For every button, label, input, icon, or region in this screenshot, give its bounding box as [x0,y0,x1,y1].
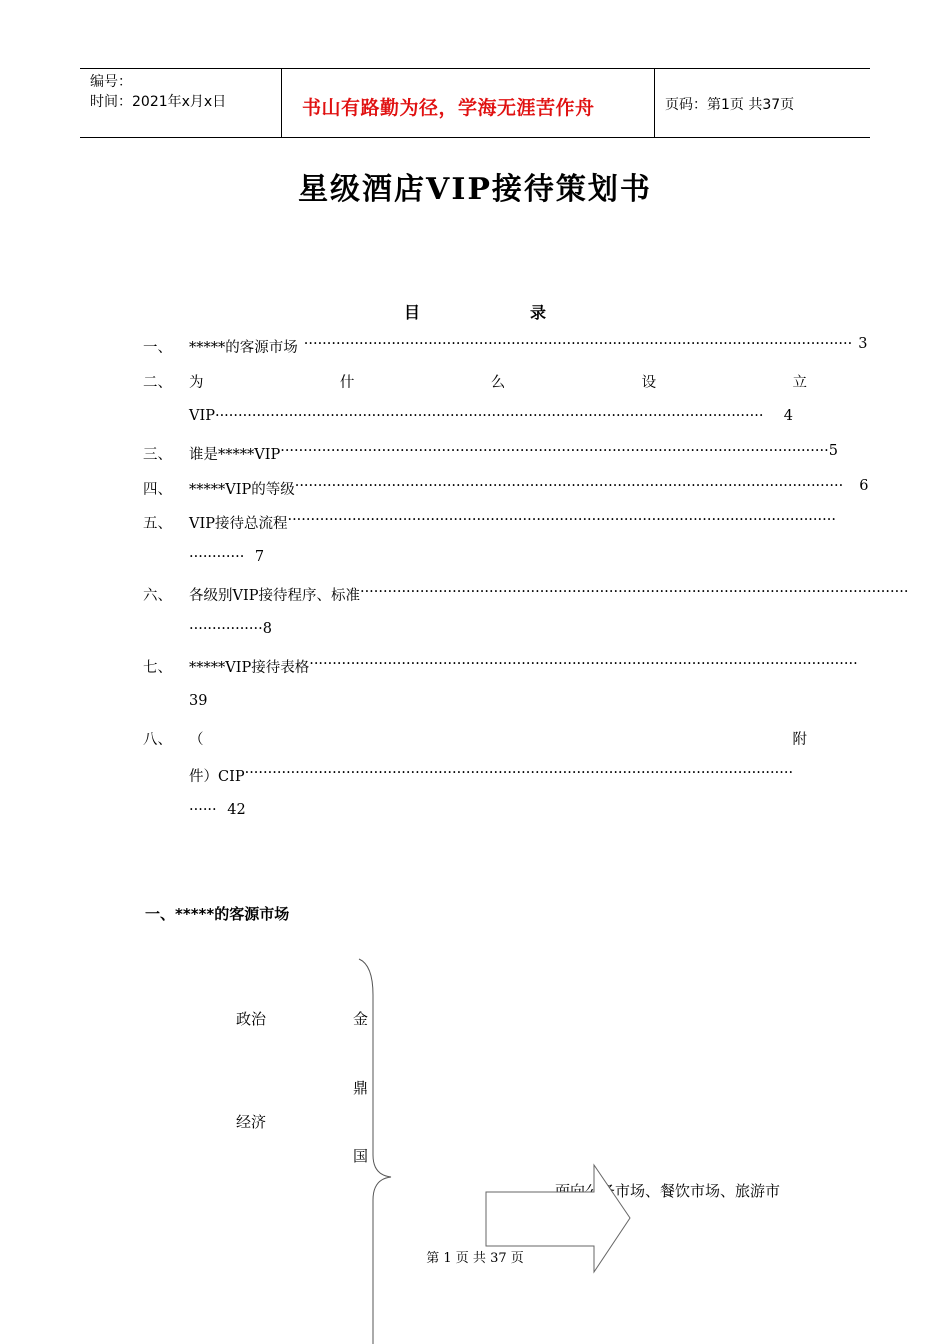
toc-leader-dots: ············ [189,549,245,565]
market-politics: 政治 [236,1010,267,1028]
page-header-table [80,68,870,138]
toc-heading-left: 目 [404,303,421,322]
toc-item-2-part: 设 [641,375,657,391]
toc-num-2: 二、 [143,375,172,391]
toc-item-2-page: 4 [783,408,793,424]
toc-item-3-page: 5 [828,443,838,459]
market-description: 面向公务市场、餐饮市场、旅游市 [555,1182,781,1200]
vertical-char: 金 [353,1010,369,1028]
toc-item-8-page: 42 [227,802,246,818]
number-label: 编号： [90,74,132,90]
toc-item-2-cont-text: VIP [189,408,215,424]
toc-item-8-part: 附 [792,732,807,748]
toc-item-8[interactable] [189,728,807,749]
footer-mid: 页 共 [455,1251,486,1266]
header-middle-cell [282,69,655,137]
toc-leader-dots: ······ [189,802,217,818]
time-label: 时间：2021年x月x日 [90,94,227,110]
toc-item-5-text: VIP接待总流程 [189,516,288,532]
vertical-char: 鼎 [353,1079,369,1097]
toc-num-3: 三、 [143,447,172,463]
toc-item-7-page: 39 [189,693,208,709]
toc-num-7: 七、 [143,660,172,676]
toc-leader-dots: ······················································································································· [214,408,764,424]
footer-post: 页 [510,1251,524,1266]
footer-total: 37 [490,1251,507,1266]
toc-item-3-text: 谁是*****VIP [189,447,281,463]
toc-num-4: 四、 [143,482,172,498]
toc-item-1-page: 3 [858,336,868,352]
toc-item-2-part: 什 [339,375,355,391]
toc-item-5-page: 7 [254,549,265,565]
toc-item-3[interactable] [189,443,838,464]
document-title: 星级酒店VIP接待策划书 [298,172,652,207]
toc-num-5: 五、 [143,516,172,532]
toc-num-1: 一、 [143,340,172,356]
toc-item-6[interactable] [189,584,909,605]
toc-item-2-part: 立 [792,375,807,391]
toc-leader-dots: ······················································································································· [303,336,853,352]
toc-item-1-text: *****的客源市场 [189,340,298,356]
toc-leader-dots: ······················································································································· [287,512,836,528]
toc-item-7[interactable] [189,656,858,677]
toc-item-4-text: *****VIP的等级 [189,482,295,498]
toc-num-8: 八、 [143,732,172,748]
toc-item-4[interactable] [189,478,869,499]
vertical-char: 国 [353,1147,369,1165]
header-right-cell [655,69,870,137]
toc-item-2[interactable] [189,371,807,392]
footer-pre: 第 [426,1251,440,1266]
toc-item-6-continuation [189,621,272,637]
toc-leader-dots: ················ [189,621,263,637]
toc-item-4-page: 6 [859,478,869,494]
toc-item-6-text: 各级别VIP接待程序、标准 [189,588,360,604]
toc-item-8-page-line [189,802,246,818]
toc-heading-right: 录 [530,303,547,322]
header-left-cell [80,69,282,137]
toc-item-5-continuation [189,549,264,565]
toc-num-6: 六、 [143,588,172,604]
toc-item-7-text: *****VIP接待表格 [189,660,310,676]
toc-leader-dots: ······················································································································· [244,765,794,781]
toc-item-2-continuation [189,408,793,424]
page-info: 页码：第1页 共37页 [665,97,795,113]
toc-item-2-part: 为 [189,375,204,391]
toc-leader-dots: ······················································································································· [280,443,829,459]
motto-text: 书山有路勤为径，学海无涯苦作舟 [302,97,595,119]
toc-leader-dots: ······················································································································· [309,656,858,672]
toc-leader-dots: ······················································································································· [294,478,844,494]
toc-item-8-part: （ [189,732,204,748]
section-heading: 一、*****的客源市场 [145,905,290,923]
toc-item-5[interactable] [189,512,836,533]
toc-item-1[interactable] [189,336,868,357]
toc-item-7-continuation [189,693,207,709]
page-footer [0,1247,950,1266]
toc-leader-dots: ······················································································································· [359,584,909,600]
toc-item-8-cont-text: 件）CIP [189,769,245,785]
toc-item-8-continuation [189,765,807,786]
footer-page: 1 [443,1251,452,1266]
toc-item-6-page: 8 [262,621,272,637]
curly-brace-icon [355,955,405,1344]
toc-item-2-part: 么 [490,375,506,391]
market-economy: 经济 [236,1113,267,1131]
